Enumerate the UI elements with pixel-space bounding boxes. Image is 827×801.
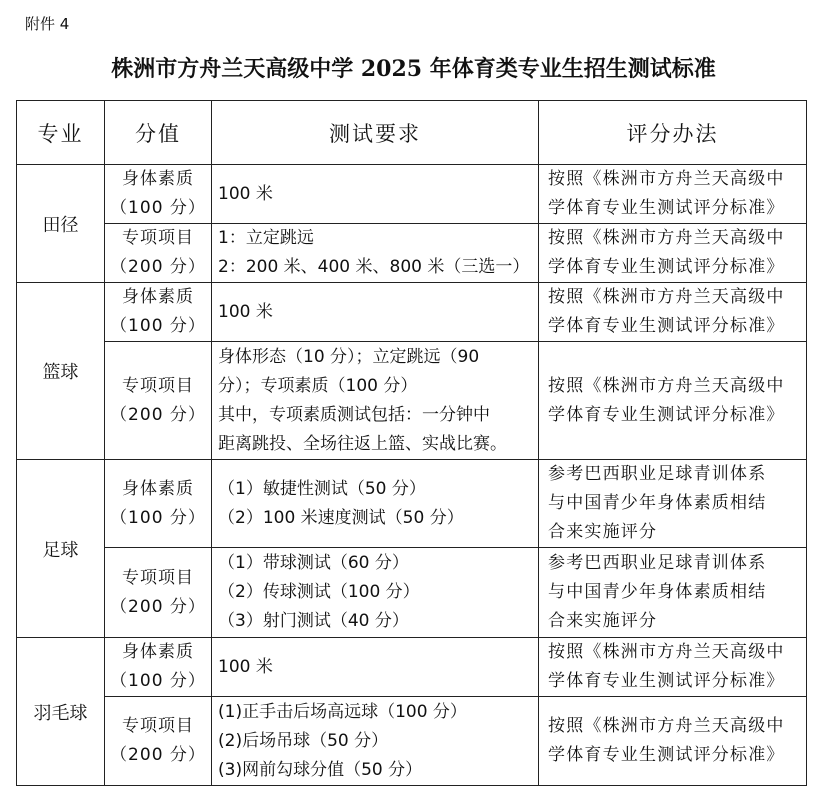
score-line: （200 分） <box>110 404 206 425</box>
table-row <box>17 283 807 342</box>
requirement-line: 1：立定跳远 <box>218 228 314 248</box>
requirement-line: （2）100 米速度测试（50 分） <box>218 507 464 528</box>
requirement-cell <box>212 697 539 786</box>
requirement-cell <box>212 224 539 283</box>
method-line: 按照《株洲市方舟兰天高级中 <box>548 287 785 307</box>
requirement-line: （3）射门测试（40 分） <box>218 611 409 631</box>
score-line: 专项项目 <box>122 228 194 248</box>
sport-name: 羽毛球 <box>17 638 105 786</box>
table-row <box>17 697 807 786</box>
score-cell <box>105 697 212 786</box>
attachment-label: 附件 4 <box>25 15 70 33</box>
method-line: 学体育专业生测试评分标准》 <box>548 198 785 218</box>
score-line: 专项项目 <box>122 716 194 736</box>
score-line: 专项项目 <box>122 375 194 396</box>
method-line: 学体育专业生测试评分标准》 <box>548 671 785 691</box>
score-cell <box>105 548 212 638</box>
requirement-cell <box>212 638 539 697</box>
score-line: （200 分） <box>110 745 206 765</box>
method-line: 学体育专业生测试评分标准》 <box>548 745 785 765</box>
requirement-line: 100 米 <box>218 301 273 322</box>
method-line: 按照《株洲市方舟兰天高级中 <box>548 642 785 662</box>
table-row <box>17 342 807 460</box>
method-line: 学体育专业生测试评分标准》 <box>548 257 785 277</box>
score-line: （100 分） <box>110 507 206 528</box>
requirement-line: 距离跳投、全场往返上篮、实战比赛。 <box>218 433 507 454</box>
requirement-line: 分）；专项素质（100 分） <box>218 375 418 396</box>
sport-name: 田径 <box>17 165 105 283</box>
method-line: 与中国青少年身体素质相结 <box>548 582 767 602</box>
score-cell <box>105 638 212 697</box>
method-cell <box>539 548 807 638</box>
requirement-line: （2）传球测试（100 分） <box>218 582 420 602</box>
method-line: 学体育专业生测试评分标准》 <box>548 316 785 336</box>
score-line: （200 分） <box>110 596 206 617</box>
score-cell <box>105 342 212 460</box>
method-line: 按照《株洲市方舟兰天高级中 <box>548 169 785 189</box>
score-line: 身体素质 <box>122 287 194 307</box>
method-line: 学体育专业生测试评分标准》 <box>548 404 785 425</box>
header-requirements: 测试要求 <box>212 101 539 165</box>
requirement-line: （1）敏捷性测试（50 分） <box>218 478 426 499</box>
score-line: （100 分） <box>110 198 206 218</box>
requirement-line: 身体形态（10 分）；立定跳远（90 <box>218 346 480 367</box>
requirement-cell <box>212 283 539 342</box>
table-row <box>17 460 807 548</box>
requirement-cell <box>212 548 539 638</box>
score-cell <box>105 165 212 224</box>
header-major: 专业 <box>17 101 105 165</box>
score-line: （100 分） <box>110 671 206 691</box>
requirement-line: 100 米 <box>218 183 273 204</box>
requirement-line: (2)后场吊球（50 分） <box>218 730 389 751</box>
table-row <box>17 638 807 697</box>
sport-name: 篮球 <box>17 283 105 460</box>
method-cell <box>539 342 807 460</box>
document-title: 株洲市方舟兰天高级中学 2025 年体育类专业生招生测试标准 <box>111 56 716 82</box>
method-line: 参考巴西职业足球青训体系 <box>548 553 767 573</box>
method-cell <box>539 697 807 786</box>
table-row <box>17 548 807 638</box>
method-line: 按照《株洲市方舟兰天高级中 <box>548 375 785 396</box>
method-cell <box>539 165 807 224</box>
method-cell <box>539 283 807 342</box>
method-line: 按照《株洲市方舟兰天高级中 <box>548 228 785 248</box>
method-cell <box>539 638 807 697</box>
requirement-line: (3)网前勾球分值（50 分） <box>218 759 423 780</box>
requirement-cell <box>212 165 539 224</box>
requirement-line: 100 米 <box>218 656 273 677</box>
method-line: 合来实施评分 <box>548 611 658 631</box>
sport-name: 足球 <box>17 460 105 638</box>
requirement-cell <box>212 342 539 460</box>
standards-table <box>16 100 807 786</box>
header-score: 分值 <box>105 101 212 165</box>
requirement-line: （1）带球测试（60 分） <box>218 553 409 573</box>
score-cell <box>105 460 212 548</box>
score-line: （100 分） <box>110 316 206 336</box>
score-line: 专项项目 <box>122 567 194 588</box>
method-line: 与中国青少年身体素质相结 <box>548 493 767 513</box>
score-line: （200 分） <box>110 257 206 277</box>
method-cell <box>539 224 807 283</box>
score-line: 身体素质 <box>122 169 194 189</box>
method-cell <box>539 460 807 548</box>
method-line: 参考巴西职业足球青训体系 <box>548 464 767 484</box>
header-method: 评分办法 <box>539 101 807 165</box>
table-row <box>17 165 807 224</box>
requirement-line: (1)正手击后场高远球（100 分） <box>218 701 467 722</box>
score-line: 身体素质 <box>122 642 194 662</box>
requirement-line: 其中，专项素质测试包括：一分钟中 <box>218 404 490 425</box>
requirement-cell <box>212 460 539 548</box>
table-row <box>17 224 807 283</box>
method-line: 按照《株洲市方舟兰天高级中 <box>548 716 785 736</box>
method-line: 合来实施评分 <box>548 522 658 542</box>
score-cell <box>105 224 212 283</box>
score-line: 身体素质 <box>122 478 194 499</box>
table-header-row <box>17 101 807 165</box>
requirement-line: 2：200 米、400 米、800 米（三选一） <box>218 257 530 277</box>
score-cell <box>105 283 212 342</box>
